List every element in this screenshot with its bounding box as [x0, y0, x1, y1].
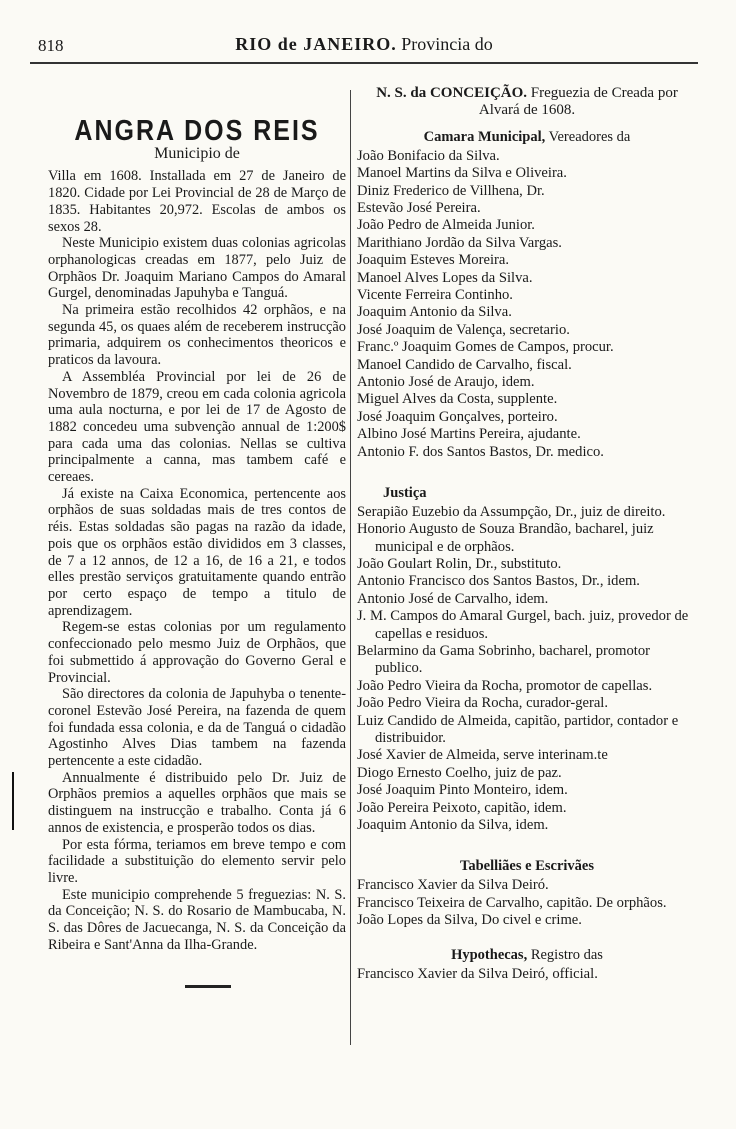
paragraph: Villa em 1608. Installada em 27 de Janeiro de 1820. Cidade por Lei Provincial de 28 de Março de 1835. Habitantes 20,972. Escolas de ambos os sexos 28.: [48, 168, 346, 235]
paragraph: Regem-se estas colonias por um regulamento confeccionado pelo mesmo Juiz de Orphãos, que foi submettido á approvação do Governo Geral e Provincial.: [48, 619, 346, 686]
list-item: João Pedro Vieira da Rocha, curador-geral.: [357, 695, 609, 712]
list-item: José Joaquim Pinto Monteiro, idem.: [357, 782, 568, 799]
list-item: Honorio Augusto de Souza Brandão, bacharel, juiz municipal e de orphãos.: [357, 521, 654, 555]
hypothecas-heading: [357, 947, 697, 964]
list-item: J. M. Campos do Amaral Gurgel, bach. juiz, provedor de capellas e residuos.: [357, 608, 689, 642]
page-header: [30, 30, 698, 64]
camara-subtitle: Vereadores da: [545, 129, 631, 145]
list-item: Marithiano Jordão da Silva Vargas.: [357, 234, 562, 251]
running-head-city: RIO de JANEIRO.: [235, 34, 397, 54]
municipality-title: ANGRA DOS REIS: [74, 114, 320, 148]
margin-mark: [12, 772, 14, 830]
tabelliaes-heading: Tabelliães e Escrivães: [460, 858, 594, 875]
list-item: João Lopes da Silva, Do civel e crime.: [357, 911, 582, 928]
parish-description: Freguezia de Creada por Alvará de 1608.: [478, 85, 678, 118]
camara-title: Camara Municipal,: [423, 129, 546, 145]
section-end-dash: [185, 985, 231, 988]
paragraph: Este municipio comprehende 5 freguezias: N. S. da Conceição; N. S. do Rosario de Mambucaba, N. S. das Dôres de Jacuecanga, N. S. da Conceição da Ribeira e Sant'Anna da Ilha-Grande.: [48, 886, 346, 953]
list-item: Antonio José de Carvalho, idem.: [357, 590, 549, 607]
list-item: Antonio José de Araujo, idem.: [357, 373, 535, 390]
list-item: Francisco Xavier da Silva Deiró.: [357, 877, 549, 894]
list-item: João Pedro Vieira da Rocha, promotor de capellas.: [357, 677, 653, 694]
page-number: 818: [38, 36, 64, 55]
right-column: [357, 85, 697, 983]
list-item: Joaquim Esteves Moreira.: [357, 252, 509, 269]
camara-heading: [357, 129, 697, 146]
list-item: João Pereira Peixoto, capitão, idem.: [357, 799, 567, 816]
running-head-province: Provincia do: [401, 34, 493, 54]
running-head: [30, 34, 698, 55]
paragraph: São directores da colonia de Japuhyba o tenente-coronel Estevão José Pereira, na fazenda de quem foi fundada essa colonia, e da de Tanguá o cidadão Agostinho Alves Dias tambem na fazenda pertencente a este cidadão.: [48, 686, 346, 770]
paragraph: Annualmente é distribuido pelo Dr. Juiz de Orphãos premios a aquelles orphãos que mais se distinguem na instrucção e trabalho. Conta já 6 annos de existencia, e prosperão todos os dias.: [48, 769, 346, 836]
hypothecas-subtitle: Registro das: [527, 947, 603, 964]
list-item: Manoel Martins da Silva e Oliveira.: [357, 165, 567, 182]
list-item: José Xavier de Almeida, serve interinam.te: [357, 747, 608, 764]
list-item: Antonio F. dos Santos Bastos, Dr. medico.: [357, 443, 604, 460]
list-item: João Goulart Rolin, Dr., substituto.: [357, 555, 562, 572]
list-item: Diniz Frederico de Villhena, Dr.: [357, 182, 545, 199]
list-item: Francisco Teixeira de Carvalho, capitão. De orphãos.: [357, 894, 667, 911]
list-item: Luiz Candido de Almeida, capitão, partidor, contador e distribuidor.: [357, 712, 679, 746]
column-divider: [350, 90, 351, 1045]
list-item: Vicente Ferreira Continho.: [357, 286, 513, 303]
header-rule: [30, 62, 698, 64]
justica-heading: Justiça: [383, 485, 427, 502]
paragraph: Já existe na Caixa Economica, pertencente aos orphãos de suas soldadas mais de tres contos de réis. Estas soldadas são pagas na razão da idade, pois que os orphãos estão divididos em 3 classes, de 7 a 12 annos, de 12 a 16, de 16 a 21, e todos elles prestão serviços gratuitamente quando entrão por certo espaço de tempo a titulo de aprendizagem.: [48, 485, 346, 619]
list-item: João Pedro de Almeida Junior.: [357, 217, 535, 234]
list-item: Manoel Candido de Carvalho, fiscal.: [357, 356, 572, 373]
list-item: Francisco Xavier da Silva Deiró, official.: [357, 966, 598, 983]
list-item: José Joaquim de Valença, secretario.: [357, 321, 570, 338]
municipality-subtitle: Municipio de: [154, 144, 240, 162]
list-item: Diogo Ernesto Coelho, juiz de paz.: [357, 764, 562, 781]
list-item: José Joaquim Gonçalves, porteiro.: [357, 408, 558, 425]
list-item: Franc.º Joaquim Gomes de Campos, procur.: [357, 339, 614, 356]
list-item: Antonio Francisco dos Santos Bastos, Dr., idem.: [357, 573, 640, 590]
list-item: Belarmino da Gama Sobrinho, bacharel, promotor publico.: [357, 642, 651, 677]
list-item: Albino José Martins Pereira, ajudante.: [357, 426, 581, 443]
list-item: Joaquim Antonio da Silva, idem.: [357, 817, 549, 834]
list-item: Joaquim Antonio da Silva.: [357, 304, 512, 321]
left-column: [48, 85, 346, 953]
paragraph: A Assembléa Provincial por lei de 26 de Novembro de 1879, creou em cada colonia agricola uma aula nocturna, e por lei de 17 de Agosto de 1882 concedeu uma subvenção annual de 1:200$ para cada uma das colonias. Nellas se cultiva principalmente a canna, mas tambem café e cereaes.: [48, 368, 346, 486]
list-item: Serapião Euzebio da Assumpção, Dr., juiz de direito.: [357, 503, 666, 520]
list-item: Miguel Alves da Costa, supplente.: [357, 391, 558, 408]
parish-name: N. S. da CONCEIÇÃO.: [376, 85, 528, 101]
parish-heading: [357, 85, 697, 119]
paragraph: Na primeira estão recolhidos 42 orphãos, e na segunda 45, os quaes além de receberem instrucção primaria, adquirem os conhecimentos theoricos e praticos da lavoura.: [48, 302, 346, 369]
list-item: Manoel Alves Lopes da Silva.: [357, 269, 533, 286]
list-item: Estevão José Pereira.: [357, 199, 481, 216]
paragraph: Neste Municipio existem duas colonias agricolas orphanologicas creadas em 1877, pelo Juiz de Orphãos Dr. Joaquim Mariano Campos do Amaral Gurgel, denominadas Japuhyba e Tanguá.: [48, 235, 346, 302]
hypothecas-title: Hypothecas,: [451, 947, 528, 964]
paragraph: Por esta fórma, teriamos em breve tempo e com facilidade a substituição do elemento servir pelo livre.: [48, 836, 346, 886]
list-item: João Bonifacio da Silva.: [357, 147, 500, 164]
